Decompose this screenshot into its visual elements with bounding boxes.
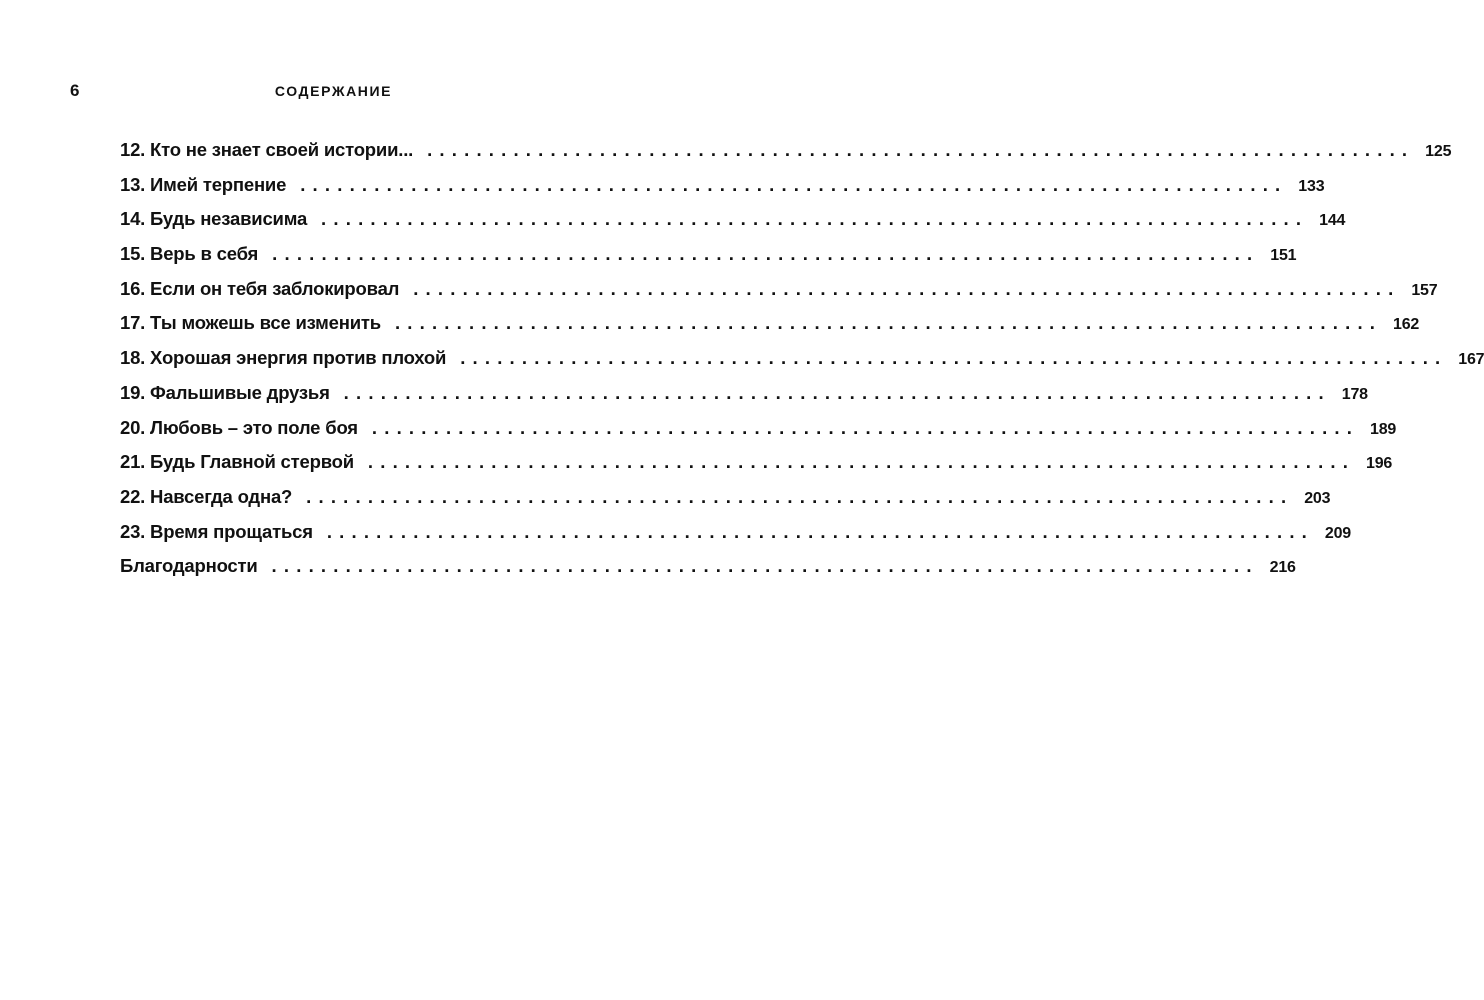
toc-entry-page: 167	[1458, 351, 1484, 369]
toc-entry-title: 12. Кто не знает своей истории...	[120, 139, 414, 160]
toc-entry-title: 17. Ты можешь все изменить	[120, 312, 381, 334]
toc-entry-title: 15. Верь в себя	[120, 243, 259, 265]
dot-leader: ................................................................................	[271, 555, 1259, 577]
toc-entry	[120, 485, 1331, 523]
toc-entry	[120, 451, 1393, 488]
dot-leader: ................................................................................	[326, 520, 1315, 542]
toc-entry-page: 209	[1324, 524, 1352, 542]
toc-entry	[120, 312, 1420, 349]
page-number: 6	[70, 81, 80, 100]
toc-entry-page: 203	[1304, 489, 1331, 507]
dot-leader: ................................................................................	[367, 451, 1356, 473]
dot-leader: ................................................................................	[371, 416, 1360, 438]
toc-entry-page: 144	[1319, 212, 1346, 230]
toc-entry-page: 125	[1425, 143, 1452, 160]
toc-entry	[120, 243, 1297, 280]
dot-leader: ................................................................................	[321, 208, 1309, 230]
toc-entry-page: 216	[1269, 559, 1296, 577]
toc-entry-title: 16. Если он тебя заблокировал	[120, 277, 400, 299]
running-head: СОДЕРЖАНИЕ	[274, 83, 393, 99]
dot-leader: ................................................................................	[306, 485, 1294, 507]
dot-leader: ................................................................................	[300, 173, 1288, 195]
toc-entry-title: 22. Навсегда одна?	[120, 485, 293, 507]
toc-entry-title: 21. Будь Главной стервой	[120, 451, 354, 473]
toc-entry-page: 157	[1411, 281, 1438, 299]
toc-entry-title: 18. Хорошая энергия против плохой	[120, 347, 447, 369]
toc-entry-page: 196	[1366, 455, 1393, 473]
toc-entry	[120, 277, 1438, 315]
toc-entry	[120, 208, 1346, 245]
dot-leader: ................................................................................	[394, 312, 1383, 334]
toc-entry	[120, 139, 1452, 176]
toc-entry-page: 162	[1393, 316, 1420, 334]
toc-entry-title: 20. Любовь – это поле боя	[120, 416, 358, 438]
dot-leader: ................................................................................	[427, 139, 1415, 160]
dot-leader: ................................................................................	[272, 243, 1260, 265]
toc-entry	[120, 416, 1397, 454]
toc-entry-title: Благодарности	[120, 555, 258, 577]
toc-entry	[120, 555, 1296, 592]
dot-leader: ................................................................................	[413, 277, 1401, 299]
toc-entry	[120, 381, 1368, 419]
toc-entry-page: 133	[1298, 177, 1325, 195]
toc-entry-page: 178	[1341, 385, 1368, 403]
toc-entry-title: 19. Фальшивые друзья	[120, 381, 330, 403]
dot-leader: ................................................................................	[460, 347, 1448, 369]
toc-entry-title: 14. Будь независима	[120, 208, 308, 230]
toc-entry	[120, 520, 1352, 558]
toc-entry	[120, 173, 1325, 211]
toc-entry-title: 13. Имей терпение	[120, 173, 287, 195]
dot-leader: ................................................................................	[343, 381, 1331, 403]
toc-entry-title: 23. Время прощаться	[120, 520, 313, 542]
toc-entry-page: 189	[1370, 420, 1397, 438]
table-of-contents	[120, 139, 1484, 592]
toc-entry	[120, 347, 1484, 384]
toc-entry-page: 151	[1270, 247, 1297, 265]
